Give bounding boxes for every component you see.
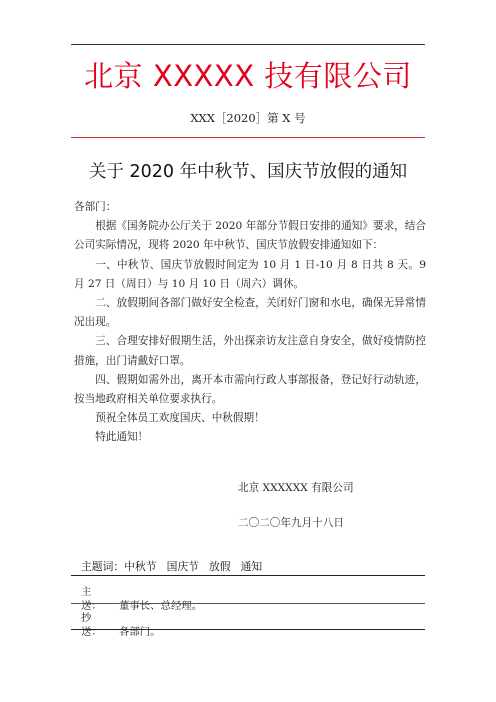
company-header-title: 北京 XXXXX 技有限公司	[84, 59, 412, 93]
paragraph-closing: 特此通知！	[95, 431, 149, 444]
salutation: 各部门：	[74, 201, 117, 213]
paragraph-item-1: 一、中秋节、国庆节放假时间定为 10 月 1 日-10 月 8 日共 8 天。9 月 27 日（周日）与 10 月 10 日（周六）调休。	[74, 258, 426, 290]
document-number: XXX［2020］第 X 号	[190, 111, 306, 125]
keyword-item: 通知	[240, 560, 263, 573]
paragraph-intro: 根据《国务院办公厅关于 2020 年部分节假日安排的通知》要求，结合公司实际情况，现将 2020 年中秋节、国庆节放假安排通知如下：	[74, 220, 426, 252]
keywords-label: 主题词：	[81, 560, 125, 573]
red-separator-rule	[71, 137, 425, 138]
signature-date: 二〇二〇年九月十八日	[238, 517, 344, 529]
top-rule	[71, 44, 425, 45]
keyword-item: 国庆节	[166, 560, 199, 573]
paragraph-wishes: 预祝全体员工欢度国庆、中秋假期！	[95, 412, 265, 425]
paragraph-item-2: 二、放假期间各部门做好安全检查，关闭好门窗和水电，确保无异常情况出现。	[74, 297, 426, 329]
keyword-item: 放假	[208, 560, 231, 573]
signature-company: 北京 XXXXXX 有限公司	[238, 482, 354, 494]
bottom-rule	[71, 629, 425, 630]
keywords-line	[81, 560, 262, 574]
cc-recipients-value: 各部门。	[119, 626, 161, 638]
cc-recipients-label: 抄 送：	[81, 612, 102, 638]
keywords-rule	[71, 575, 425, 576]
notice-title: 关于 2020 年中秋节、国庆节放假的通知	[88, 162, 408, 182]
notice-body	[74, 198, 426, 448]
distribution-main	[81, 585, 202, 613]
distribution-rule	[71, 603, 425, 604]
keyword-item: 中秋节	[124, 560, 157, 573]
paragraph-item-4: 四、假期如需外出，离开本市需向行政人事部报备，登记好行动轨迹，按当地政府相关单位要求执行。	[74, 373, 426, 406]
distribution-cc	[81, 611, 161, 639]
main-recipients-value: 董事长、总经理。	[119, 600, 203, 612]
main-recipients-label: 主 送：	[81, 586, 102, 612]
paragraph-item-3: 三、合理安排好假期生活，外出探亲访友注意自身安全，做好疫情防控措施，出门请戴好口罩。	[74, 335, 426, 367]
